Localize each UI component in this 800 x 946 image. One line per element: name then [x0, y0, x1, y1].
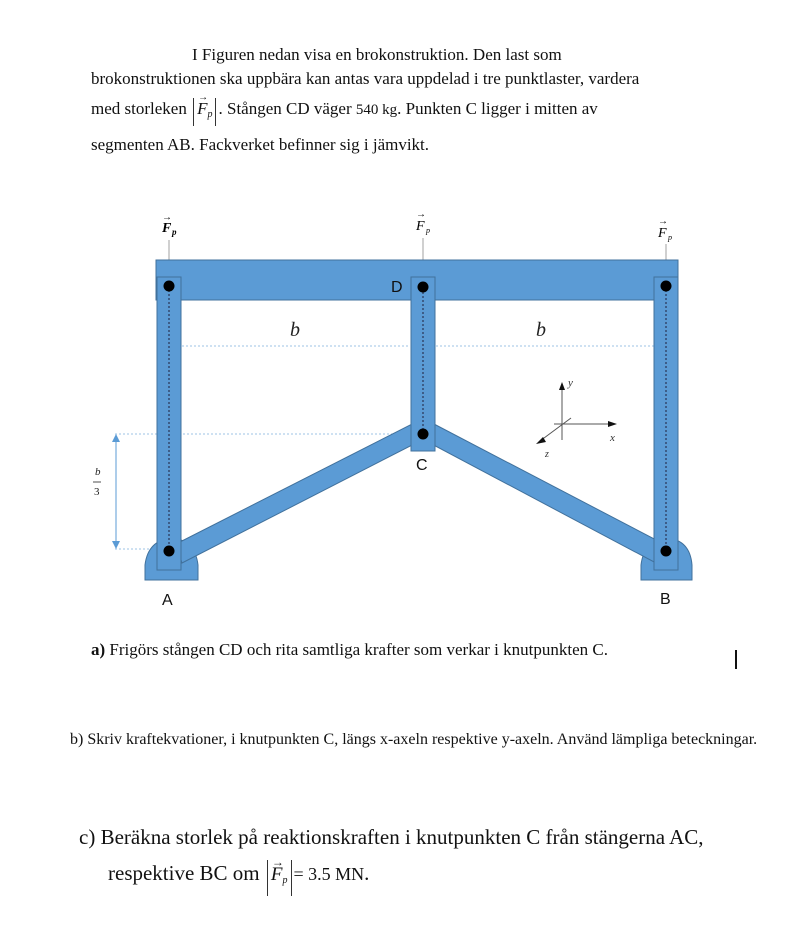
svg-text:→: →	[162, 212, 172, 223]
svg-text:y: y	[568, 377, 573, 389]
svg-text:F: F	[658, 226, 667, 241]
pin-a	[164, 546, 175, 557]
svg-text:F: F	[162, 221, 172, 236]
force-subscript: p	[207, 109, 213, 120]
load-label-middle	[415, 209, 430, 235]
svg-text:→: →	[658, 216, 668, 227]
intro-line-1: I Figuren nedan visa en brokonstruktion. Den last som	[192, 45, 562, 64]
force-value: = 3.5 MN	[293, 864, 365, 884]
question-c-line-1: c) Beräkna storlek på reaktionskraften i knutpunkten C från stängerna AC,	[79, 825, 704, 849]
label-d: D	[391, 279, 403, 296]
intro-line-3-pre: med storleken	[91, 99, 187, 118]
pin-c	[418, 429, 429, 440]
force-vector-symbol: → F	[197, 98, 207, 120]
svg-text:p: p	[426, 226, 430, 235]
svg-text:p: p	[668, 233, 672, 242]
force-vector-symbol-c: → F	[271, 860, 283, 890]
intro-line-3-post: . Punkten C ligger i mitten av	[397, 99, 598, 118]
svg-text:3: 3	[94, 486, 100, 498]
force-magnitude-c	[267, 860, 292, 896]
label-a: A	[162, 592, 173, 609]
intro-line-3	[91, 97, 598, 126]
load-label-left	[161, 212, 177, 237]
pin-d	[418, 282, 429, 293]
force-magnitude	[193, 98, 216, 126]
question-c-post: .	[364, 861, 370, 885]
label-b: B	[660, 591, 671, 608]
question-b: b) Skriv kraftekvationer, i knutpunkten C, längs x-axeln respektive y-axeln. Använd lämpliga beteckningar.	[70, 731, 758, 748]
intro-line-2: brokonstruktionen ska uppbära kan antas vara uppdelad i tre punktlaster, vardera	[91, 69, 640, 88]
force-subscript-c: p	[282, 875, 288, 886]
load-lines	[169, 238, 666, 260]
pin-top-right	[661, 281, 672, 292]
height-dimension	[93, 434, 120, 549]
member-bc	[426, 424, 662, 563]
svg-text:→: →	[416, 209, 426, 220]
question-a-text: Frigörs stången CD och rita samtliga krafter som verkar i knutpunkten C.	[105, 640, 608, 659]
question-c-pre: respektive BC om	[108, 861, 265, 885]
question-a	[91, 640, 608, 660]
svg-text:b: b	[95, 466, 101, 478]
span-label-left: b	[290, 319, 300, 341]
label-c: C	[416, 457, 428, 474]
svg-text:F: F	[416, 219, 425, 234]
svg-text:x: x	[610, 432, 615, 444]
truss-diagram	[0, 190, 800, 620]
mass-value: 540 kg	[355, 102, 398, 118]
member-ac	[176, 424, 420, 563]
coordinate-axes	[536, 377, 617, 460]
load-label-right	[657, 216, 672, 242]
intro-line-3-mid: . Stången CD väger	[218, 99, 356, 118]
span-label-right: b	[536, 319, 546, 341]
intro-line-4: segmenten AB. Fackverket befinner sig i jämvikt.	[91, 135, 430, 154]
pin-b	[661, 546, 672, 557]
svg-text:p: p	[172, 227, 177, 237]
text-cursor	[735, 650, 737, 669]
pin-top-left	[164, 281, 175, 292]
question-c-line-2	[108, 860, 369, 896]
svg-text:z: z	[545, 449, 549, 460]
question-a-label: a)	[91, 640, 106, 659]
